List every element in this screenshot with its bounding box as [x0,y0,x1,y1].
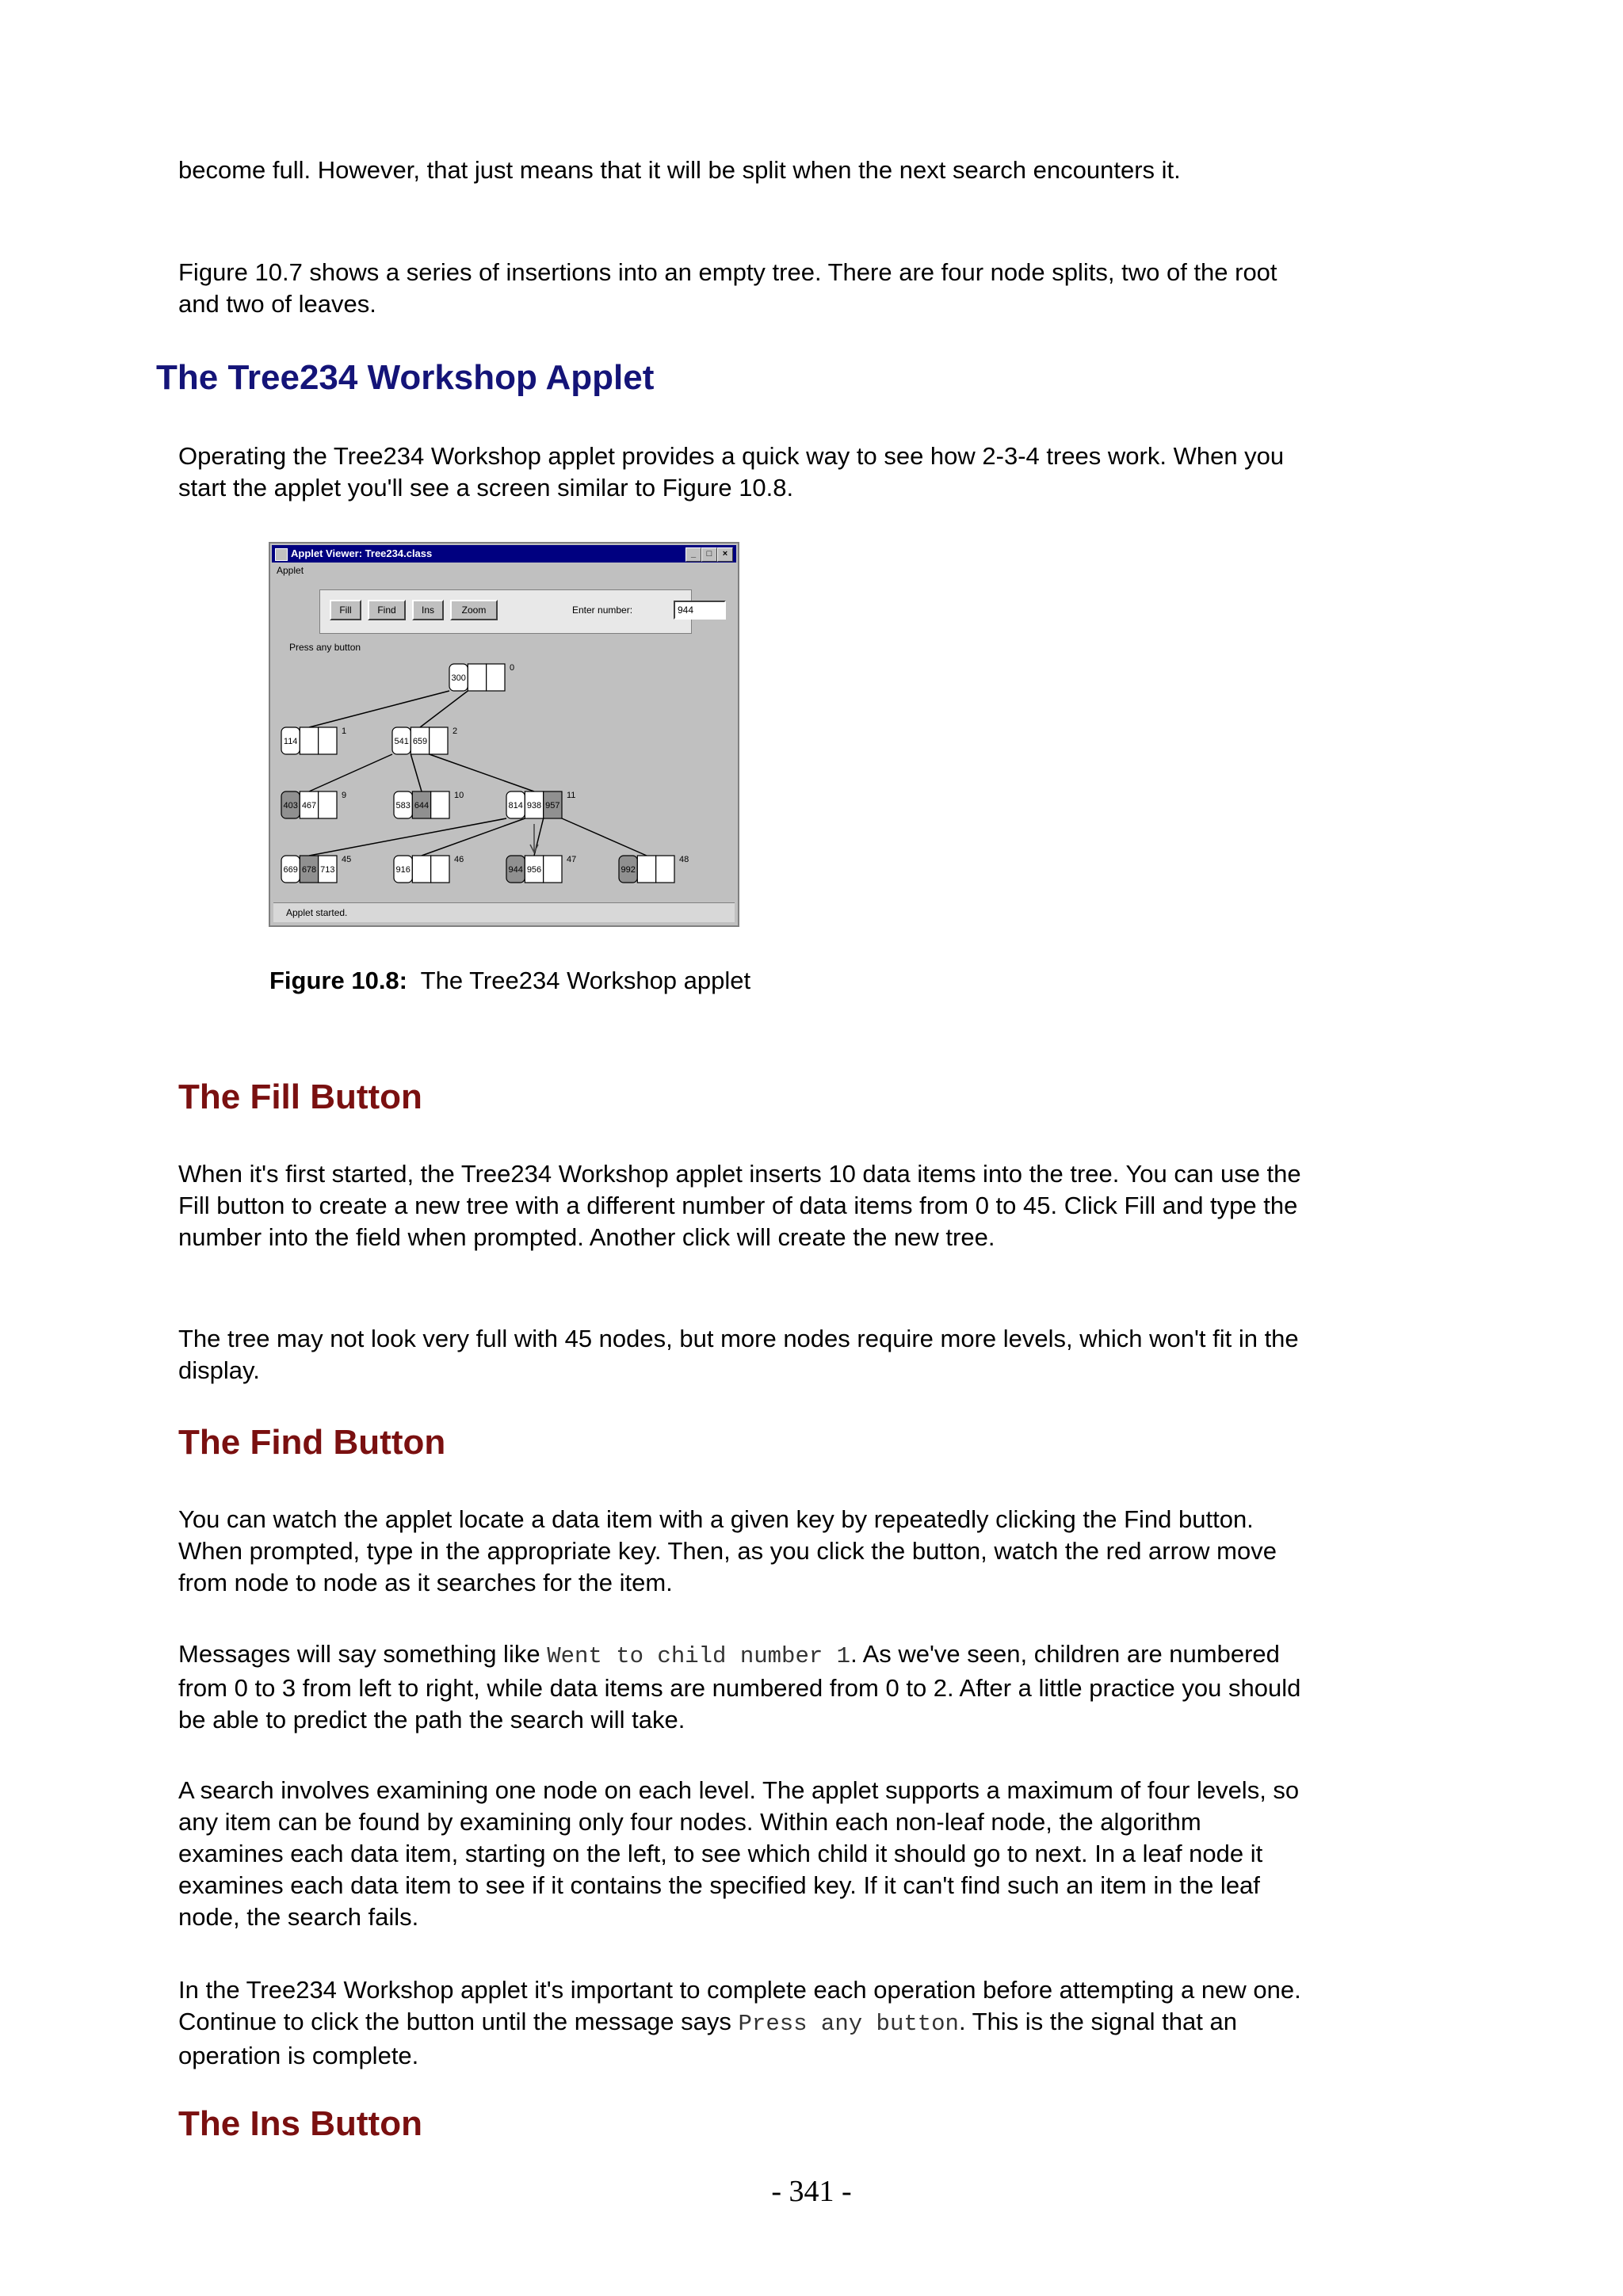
tree-node-cell [431,791,449,818]
close-icon[interactable]: × [717,547,733,562]
tree-node-value: 916 [395,865,411,875]
paragraph-find-4-start: In the Tree234 Workshop applet it's important to complete each operation before attempting a new one. Continue to click the button until the message says [178,1976,1301,2035]
figure-caption-label: Figure 10.8: [269,967,407,994]
tree-node-2[interactable] [392,727,457,754]
tree-node-number: 2 [453,727,458,736]
tree-edge-n2-n9 [309,754,392,791]
tree-node-9[interactable] [281,791,346,818]
tree-node-cell [637,856,655,883]
tree-node-cell [319,727,337,754]
tree-node-value: 669 [283,865,298,875]
tree-node-number: 0 [510,663,515,673]
minimize-icon[interactable]: _ [685,547,701,562]
tree-node-number: 11 [567,791,576,800]
tree-node-value: 541 [394,737,409,746]
tree-node-value: 300 [451,673,466,683]
paragraph-fill-1: When it's first started, the Tree234 Workshop applet inserts 10 data items into the tree. You can use the Fill button to create a new tree with a different number of data items from 0 to 45. Click Fill and type the number into the field when prompted. Another click will create the new tree. [178,1160,1301,1251]
paragraph-find-3: A search involves examining one node on each level. The applet supports a maximum of four levels, so any item can be found by examining only four nodes. Within each non-leaf node, the algorithm examines each data item, starting on the left, to see which child it should go to next. In a leaf node it examines each data item to see if it contains the specified key. If it can't find such an item in the leaf node, the search fails. [178,1776,1300,1931]
tree-node-number: 45 [342,855,352,864]
tree-node-value: 114 [283,737,298,746]
enter-number-label: Enter number: [572,605,633,616]
tree-node-number: 10 [454,791,464,800]
code-press-any-button: Press any button [738,2011,959,2037]
tree-node-value: 814 [508,801,523,810]
paragraph-applet-intro: Operating the Tree234 Workshop applet provides a quick way to see how 2-3-4 trees work. When you start the applet you'll see a screen similar to Figure 10.8. [178,442,1285,502]
tree-node-number: 46 [454,855,464,864]
tree-node-cell [487,664,505,691]
tree-node-cell [430,727,448,754]
tree-edge-n11-n46 [422,818,525,856]
tree-node-cell [656,856,674,883]
tree-node-value: 944 [508,865,523,875]
tree-node-value: 583 [395,801,411,810]
maximize-icon[interactable]: □ [701,547,717,562]
enter-number-input[interactable]: 944 [674,601,726,620]
section-heading-find: The Find Button [178,1423,446,1462]
tree-node-value: 467 [301,801,317,810]
applet-title: Applet Viewer: Tree234.class [291,547,433,559]
fill-button[interactable]: Fill [330,600,361,620]
tree-node-cell [544,856,562,883]
tree-node-number: 1 [342,727,347,736]
tree-node-value: 938 [526,801,542,810]
paragraph-fill-2: The tree may not look very full with 45 nodes, but more nodes require more levels, which won't fit in the display. [178,1325,1299,1384]
tree-node-11[interactable] [506,791,575,818]
tree-node-cell [412,856,430,883]
search-arrow-icon [530,824,538,852]
tree-node-cell [300,727,318,754]
section-heading-applet: The Tree234 Workshop Applet [156,358,655,397]
tree-edge-n2-n11 [430,754,534,791]
tree-node-value: 403 [283,801,298,810]
tree-diagram [270,543,738,925]
paragraph-continued: become full. However, that just means that it will be split when the next search encounters it. [178,156,1181,184]
paragraph-find-4-end: . This is the signal that an operation is complete. [178,2008,1237,2069]
tree-node-46[interactable] [394,855,464,883]
paragraph-figure-10-7: Figure 10.7 shows a series of insertions into an empty tree. There are four node splits, two of the root and two of leaves. [178,258,1277,318]
applet-menu[interactable]: Applet [277,565,304,576]
applet-status-bar: Applet started. [273,902,735,922]
tree-node-value: 644 [414,801,430,810]
tree-edge-n11-n48 [562,818,647,856]
paragraph-find-2-start: Messages will say something like [178,1640,548,1668]
tree-node-value: 659 [412,737,428,746]
applet-window [269,542,739,927]
tree-node-45[interactable] [281,855,351,883]
tree-edge-n2-n10 [411,754,422,791]
paragraph-find-2 [178,1638,1304,1736]
paragraph-find-1: You can watch the applet locate a data item with a given key by repeatedly clicking the Find button. When prompted, type in the appropriate key. Then, as you click the button, watch the red arrow move from node to node as it searches for the item. [178,1505,1277,1596]
tree-node-47[interactable] [506,855,576,883]
tree-node-value: 713 [320,865,335,875]
tree-node-10[interactable] [394,791,464,818]
applet-message: Press any button [289,642,361,653]
section-heading-ins: The Ins Button [178,2104,422,2143]
tree-node-1[interactable] [281,727,346,754]
tree-edge-n11-n45 [309,818,506,856]
find-button[interactable]: Find [368,600,406,620]
figure-caption-text: The Tree234 Workshop applet [420,967,751,994]
tree-node-value: 992 [621,865,636,875]
zoom-button[interactable]: Zoom [450,600,498,620]
figure-caption [269,965,750,997]
section-heading-fill: The Fill Button [178,1077,422,1116]
tree-node-48[interactable] [619,855,689,883]
tree-node-cell [319,791,337,818]
tree-node-cell [468,664,486,691]
tree-node-value: 956 [526,865,542,875]
tree-node-number: 48 [679,855,689,864]
ins-button[interactable]: Ins [412,600,444,620]
tree-edge-n0-n1 [309,691,449,727]
tree-node-0[interactable] [449,663,514,691]
code-went-to-child: Went to child number 1 [547,1643,851,1669]
page-number: - 341 - [771,2175,852,2208]
tree-node-value: 678 [301,865,317,875]
tree-node-number: 47 [567,855,577,864]
tree-node-cell [431,856,449,883]
paragraph-find-4 [178,1974,1304,2072]
tree-node-value: 957 [545,801,560,810]
tree-node-number: 9 [342,791,347,800]
paragraph-find-2-end: . As we've seen, children are numbered from 0 to 3 from left to right, while data items are numbered from 0 to 2. After a little practice you should be able to predict the path the search will take. [178,1640,1301,1733]
